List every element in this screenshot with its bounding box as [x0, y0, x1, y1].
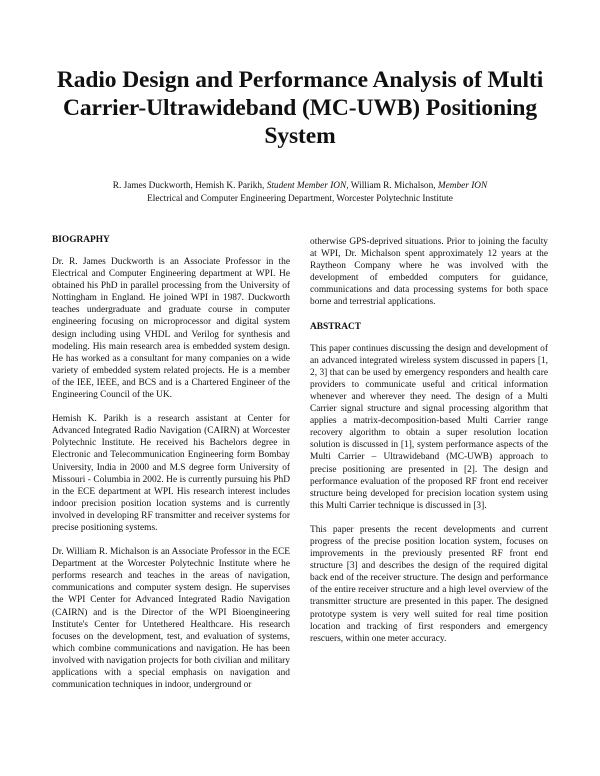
abstract-paragraph: This paper continues discussing the design and development of an advanced integrated wireless system discussed in papers [1, 2, 3] that can be used by emergency responders and health care providers to communicate useful and critical information whenever and wherever they need. The design of a Multi Carrier signal structure and signal processing algorithm that applies a matrix-decomposition-based Multi Carrier range recovery algorithm to obtain a super resolution location solution is discussed in [1], system performance aspects of the Multi Carrier – Ultrawideband (MC-UWB) approach to precise positioning are presented in [2]. The design and performance evaluation of the proposed RF front end receiver structure being developed for precision location system using this Multi Carrier technique is discussed in [3]. [310, 343, 548, 511]
title-line: Carrier-Ultrawideband (MC-UWB) Positioning [62, 95, 538, 121]
title-line: Radio Design and Performance Analysis of Multi [56, 67, 544, 93]
biography-heading: BIOGRAPHY [52, 235, 110, 245]
author-block [40, 180, 560, 206]
author-parikh-role: Student Member ION, [266, 181, 349, 191]
author-michalson-role: Member ION [437, 181, 488, 191]
affiliation: Electrical and Computer Engineering Department, Worcester Polytechnic Institute [147, 194, 453, 204]
author-duckworth: R. James Duckworth, [112, 181, 193, 191]
author-michalson: William R. Michalson, [350, 181, 436, 191]
bio-parikh: Hemish K. Parikh is a research assistant at Center for Advanced Integrated Radio Navigation (CAIRN) at Worcester Polytechnic Institute. He received his Bachelors degree in Electronic and Telecommunication Engineering form Bombay University, India in 2000 and M.S degree form University of Missouri - Columbia in 2002. He is currently pursuing his PhD in the ECE department at WPI. His research interest includes indoor precision position location systems and is currently involved in developing RF transmitter and receiver systems for precise positioning systems. [52, 414, 290, 533]
abstract-heading: ABSTRACT [310, 321, 362, 332]
title-line: System [264, 123, 336, 149]
author-parikh: Hemish K. Parikh, [195, 181, 265, 191]
abstract-paragraph: This paper presents the recent developments and current progress of the precise position location system, focuses on improvements in the previously presented RF front end structure [3] and describes the design of the required digital back end of the receiver structure. The design and performance of the entire receiver structure and a high level overview of the transmitter structure are presented in this paper. The designed prototype system is very well suited for real time position location and tracking of first responders and emergency rescuers, within one meter accuracy. [310, 524, 548, 644]
paper-title [40, 66, 560, 150]
bio-michalson: Dr. William R. Michalson is an Associate Professor in the ECE Department at the Worcester Polytechnic Institute where he performs research and teaches in the areas of navigation, communications and computer system design. He supervises the WPI Center for Advanced Integrated Radio Navigation (CAIRN) and is the Director of the WPI Bioengineering Institute's Center for Untethered Healthcare. His research focuses on the development, test, and evaluation of systems, which combine communications and navigation. He has been involved with navigation projects for both civilian and military applications with a special emphasis on navigation and communication techniques in indoor, underground or [52, 547, 290, 691]
right-column [310, 236, 548, 657]
author-list [40, 180, 560, 193]
bio-michalson-continued: otherwise GPS-deprived situations. Prior to joining the faculty at WPI, Dr. Michalson spent approximately 12 years at the Raytheon Company where he was involved with the development of embedded computers for guidance, communications and data processing systems for both space borne and terrestrial applications. [310, 237, 548, 308]
left-column [52, 234, 290, 703]
bio-duckworth: Dr. R. James Duckworth is an Associate Professor in the Electrical and Computer Engineering department at WPI. He obtained his PhD in parallel processing from the University of Nottingham in England. He joined WPI in 1987. Duckworth teaches undergraduate and graduate course in computer engineering focusing on microprocessor and digital system design including using VHDL and Verilog for synthesis and modeling. His main research area is embedded system design. He has worked as a consultant for many companies on a wide variety of embedded system related projects. He is a member of the IEE, IEEE, and BCS and is a Chartered Engineer of the Engineering Council of the UK. [52, 257, 290, 401]
